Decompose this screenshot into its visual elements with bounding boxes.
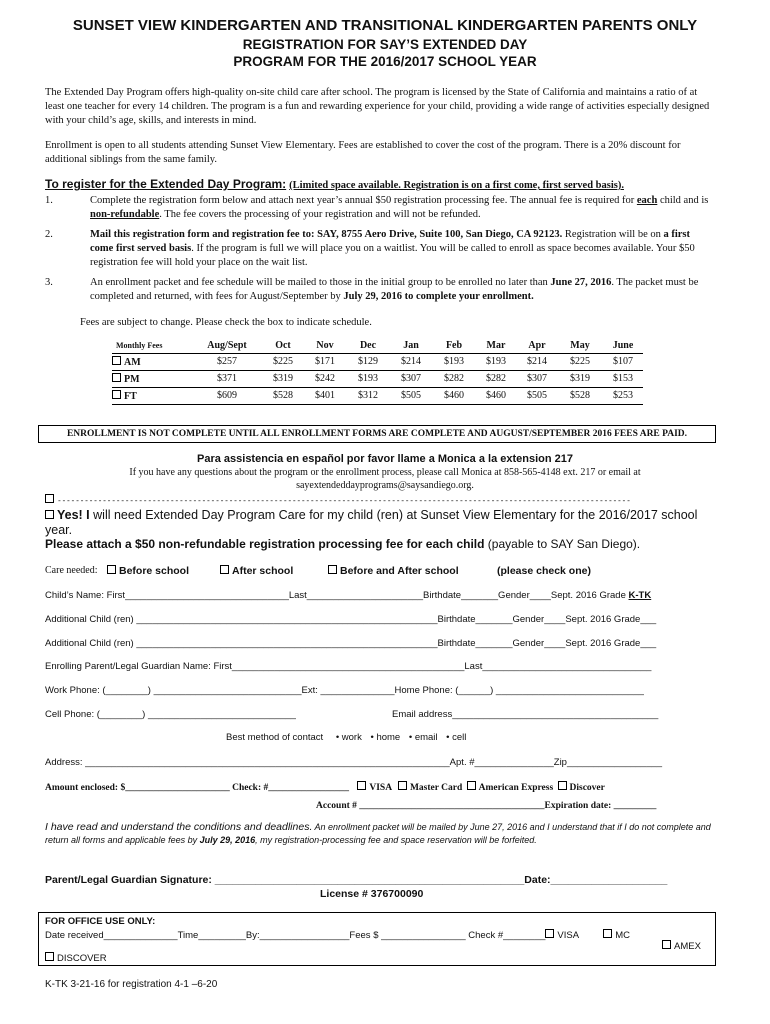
footer-code: K-TK 3-21-16 for registration 4-1 –6-20 — [45, 979, 218, 990]
care-option-label: Before school — [119, 565, 190, 577]
cut-line-dashes: ------------------------------------------------------------------------------------------------------------------------------- — [57, 496, 631, 505]
fee-cell: $257 — [191, 353, 263, 370]
contact-method-label: Best method of contact — [226, 732, 324, 743]
step-emphasis: each — [636, 195, 658, 206]
step-3 — [45, 276, 715, 306]
fee-cell: $225 — [557, 353, 603, 370]
card-visa[interactable] — [357, 783, 391, 793]
agreement-end: , my registration-processing fee and space reservation will be forfeited. — [255, 835, 537, 845]
fee-cell: $153 — [603, 370, 643, 387]
child-name-text: Child’s Name: First_______________________________Last______________________Birthdate_______Gender____Sept. 2016 Grade — [45, 590, 629, 601]
fee-cell: $193 — [433, 353, 475, 370]
office-fields[interactable]: Date received______________Time_________By:_________________Fees $ ________________ Check #________ — [45, 930, 546, 941]
month-header: Jan — [389, 339, 433, 353]
agreement-date: July 29, 2016 — [199, 835, 256, 845]
fee-cell: $282 — [475, 370, 517, 387]
yes-statement — [45, 508, 715, 538]
card-amex[interactable] — [467, 783, 554, 793]
address-field[interactable]: Address: _____________________________________________________________________Apt. #_______________Zip__________________ — [45, 757, 663, 768]
card-label: VISA — [369, 783, 392, 793]
month-header: Dec — [347, 339, 389, 353]
contact-option-email[interactable]: • email — [408, 732, 438, 743]
fee-cell: $253 — [603, 387, 643, 404]
contact-option-label: cell — [452, 732, 467, 743]
step-text: . The fee covers the processing of your registration and will not be refunded. — [159, 209, 481, 220]
intro-paragraph-1: The Extended Day Program offers high-quality on-site child care after school. The program is licensed by the State of California and maintains a ratio of at least one teacher for every 14 children. The program is a fun and rewarding experience for your child, providing a wide range of activities especially designed with your child’s age, skills, and interests in mind. — [45, 87, 710, 126]
month-header: Feb — [433, 339, 475, 353]
fee-table-wrapper — [112, 339, 643, 405]
signature-field[interactable]: Parent/Legal Guardian Signature: _____________________________________________________Date:____________________ — [45, 874, 668, 886]
month-header: Apr — [517, 339, 557, 353]
step-text: . If the program is full we will place you on a waitlist. You will be called to enroll as space becomes available. Your $50 registration fee will hold your place on the wait list. — [90, 243, 695, 268]
fee-cell: $307 — [389, 370, 433, 387]
fee-cell: $193 — [475, 353, 517, 370]
contact-option-label: work — [341, 732, 362, 743]
month-header: June — [603, 339, 643, 353]
month-header: Nov — [303, 339, 347, 353]
enrollment-banner: ENROLLMENT IS NOT COMPLETE UNTIL ALL ENROLLMENT FORMS ARE COMPLETE AND AUGUST/SEPTEMBER 2016 FEES ARE PAID. — [38, 425, 716, 443]
phone-field[interactable]: Work Phone: (________) ____________________________Ext: ______________Home Phone: (______) ____________________________ — [45, 685, 644, 696]
yes-checkbox[interactable] — [45, 510, 54, 519]
step-text: child and is — [657, 195, 709, 206]
checkbox[interactable] — [545, 929, 554, 938]
step-emphasis: Mail this registration form and registration fee to: SAY, 8755 Aero Drive, Suite 100, San Diego, CA 92123. — [90, 229, 563, 240]
fee-cell: $319 — [557, 370, 603, 387]
contact-option-label: email — [414, 732, 438, 743]
schedule-label: PM — [124, 373, 140, 385]
step-emphasis: July 29, 2016 to complete your enrollment. — [343, 291, 534, 302]
step-emphasis: a first come first served basis — [90, 229, 691, 254]
step-text: An enrollment packet and fee schedule will be mailed to those in the initial group to be enrolled no later than — [90, 277, 551, 288]
fee-cell: $371 — [191, 370, 263, 387]
care-needed-row — [45, 565, 725, 576]
fee-cell: $528 — [557, 387, 603, 404]
fee-table — [112, 339, 643, 405]
page-subtitle-2: PROGRAM FOR THE 2016/2017 SCHOOL YEAR — [233, 54, 537, 69]
fee-cell: $282 — [433, 370, 475, 387]
account-field[interactable]: Account # _______________________________________Expiration date: _________ — [316, 801, 657, 811]
card-mastercard[interactable] — [398, 783, 462, 793]
step-2 — [45, 228, 715, 272]
fee-cell: $193 — [347, 370, 389, 387]
yes-bold: Yes! I — [57, 508, 90, 522]
checkbox[interactable] — [603, 929, 612, 938]
fee-cell: $401 — [303, 387, 347, 404]
fee-row-ft — [112, 387, 643, 404]
schedule-checkbox-pm[interactable] — [112, 373, 121, 382]
page-title: SUNSET VIEW KINDERGARTEN AND TRANSITIONAL KINDERGARTEN PARENTS ONLY — [72, 17, 698, 34]
cut-icon — [45, 494, 54, 503]
step-emphasis: non-refundable — [90, 209, 160, 220]
attach-fee-statement — [45, 537, 735, 551]
register-heading-text: To register for the Extended Day Program: — [45, 177, 287, 191]
care-option-before[interactable] — [107, 565, 189, 577]
schedule-checkbox-am[interactable] — [112, 356, 121, 365]
register-heading — [45, 177, 624, 192]
cut-line — [45, 494, 735, 505]
license-number: License # 376700090 — [320, 888, 424, 900]
fee-cell: $319 — [263, 370, 303, 387]
fee-cell: $214 — [517, 353, 557, 370]
card-label: American Express — [478, 783, 554, 793]
fee-cell: $214 — [389, 353, 433, 370]
fee-cell: $107 — [603, 353, 643, 370]
month-header: May — [557, 339, 603, 353]
checkbox[interactable] — [558, 781, 567, 790]
step-number: 3. — [45, 277, 53, 288]
card-label: Master Card — [409, 783, 463, 793]
schedule-checkbox-ft[interactable] — [112, 390, 121, 399]
agreement-text — [45, 821, 715, 847]
checkbox[interactable] — [662, 940, 671, 949]
care-option-label: After school — [232, 565, 294, 577]
step-text: . The packet must be completed and returned, with fees for August/September by — [90, 277, 699, 302]
step-text: Complete the registration form below and attach next year’s annual $50 registration processing fee. The annual fee is required for — [90, 195, 637, 206]
fee-cell: $528 — [263, 387, 303, 404]
email-field[interactable]: Email address_______________________________________ — [392, 709, 659, 720]
cell-phone-field[interactable]: Cell Phone: (________) ____________________________ — [45, 709, 296, 720]
step-1 — [45, 194, 715, 224]
child-name-field[interactable] — [45, 590, 651, 601]
fee-cell: $505 — [389, 387, 433, 404]
amount-field[interactable]: Amount enclosed: $______________________ Check: #_________________ — [45, 783, 349, 793]
office-mc: MC — [615, 930, 630, 941]
care-option-both[interactable] — [328, 565, 459, 577]
checkbox[interactable] — [398, 781, 407, 790]
attach-text: (payable to SAY San Diego). — [484, 537, 641, 551]
card-label: Discover — [569, 783, 605, 793]
fee-cell: $460 — [433, 387, 475, 404]
questions-line: If you have any questions about the program or the enrollment process, please call Monica at 858-565-4148 ext. 217 or email at — [129, 467, 641, 478]
fee-cell: $505 — [517, 387, 557, 404]
parent-name-field[interactable]: Enrolling Parent/Legal Guardian Name: First____________________________________________Last________________________________ — [45, 661, 652, 672]
fee-table-corner: Monthly Fees — [112, 339, 191, 353]
attach-bold: Please attach a $50 non-refundable registration processing fee for each child — [45, 537, 485, 551]
fee-row-label — [112, 370, 191, 387]
contact-option-work[interactable]: • work — [335, 732, 362, 743]
office-use-box — [38, 912, 716, 966]
office-amex: AMEX — [674, 941, 701, 952]
fee-cell: $171 — [303, 353, 347, 370]
intro-paragraph-2: Enrollment is open to all students attending Sunset View Elementary. Fees are established to cover the cost of the program. There is a 20% discount for additional siblings from the same family. — [45, 140, 681, 165]
care-note: (please check one) — [497, 565, 591, 577]
care-label: Care needed: — [45, 565, 98, 576]
step-text: Registration will be on — [562, 229, 664, 240]
step-number: 1. — [45, 195, 53, 206]
register-note: (Limited space available. Registration is on a first come, first served basis). — [289, 180, 624, 191]
fee-table-header — [112, 339, 643, 353]
month-header: Aug/Sept — [191, 339, 263, 353]
fee-cell: $312 — [347, 387, 389, 404]
page-subtitle-1: REGISTRATION FOR SAY’S EXTENDED DAY — [242, 37, 528, 52]
contact-option-home[interactable]: • home — [370, 732, 401, 743]
checkbox[interactable] — [107, 565, 116, 574]
fee-cell: $242 — [303, 370, 347, 387]
agreement-lead: I have read and understand the conditions and deadlines. — [45, 821, 313, 833]
contact-option-cell[interactable]: • cell — [446, 732, 467, 743]
month-header: Mar — [475, 339, 517, 353]
fee-row-label — [112, 353, 191, 370]
checkbox[interactable] — [45, 952, 54, 961]
care-option-after[interactable] — [220, 565, 293, 577]
additional-child-field-2[interactable]: Additional Child (ren) _________________________________________________________Birthdate_______Gender____Sept. 2016 Grade___ — [45, 638, 657, 649]
card-discover[interactable] — [558, 783, 605, 793]
care-option-label: Before and After school — [340, 565, 459, 577]
schedule-label: AM — [124, 356, 141, 368]
fee-cell: $460 — [475, 387, 517, 404]
checkbox[interactable] — [328, 565, 337, 574]
fee-cell: $307 — [517, 370, 557, 387]
checkbox[interactable] — [220, 565, 229, 574]
office-visa: VISA — [557, 930, 579, 941]
fee-row-label — [112, 387, 191, 404]
fee-row-am — [112, 353, 643, 370]
step-number: 2. — [45, 229, 53, 240]
spanish-assistance: Para assistencia en español por favor llame a Monica a la extension 217 — [197, 453, 573, 465]
office-use-title: FOR OFFICE USE ONLY: — [45, 916, 156, 927]
contact-email: sayextendeddayprograms@saysandiego.org. — [296, 480, 474, 491]
contact-option-label: home — [376, 732, 401, 743]
office-use-row — [45, 929, 630, 941]
fee-row-pm — [112, 370, 643, 387]
step-emphasis: June 27, 2016 — [550, 277, 612, 288]
fee-cell: $129 — [347, 353, 389, 370]
yes-text: will need Extended Day Program Care for my child (ren) at Sunset View Elementary for the 2016/2017 school year. — [45, 508, 698, 537]
office-discover-option[interactable] — [45, 952, 107, 964]
month-header: Oct — [263, 339, 303, 353]
fees-note: Fees are subject to change. Please check the box to indicate schedule. — [80, 317, 372, 328]
additional-child-field-1[interactable]: Additional Child (ren) _________________________________________________________Birthdate_______Gender____Sept. 2016 Grade___ — [45, 614, 657, 625]
child-grade: K-TK — [628, 590, 652, 601]
office-mc-option[interactable] — [603, 930, 630, 941]
contact-method-row — [226, 732, 466, 743]
office-discover: DISCOVER — [57, 953, 107, 964]
checkbox[interactable] — [467, 781, 476, 790]
schedule-label: FT — [124, 390, 137, 402]
payment-row — [45, 781, 605, 793]
fee-cell: $609 — [191, 387, 263, 404]
fee-cell: $225 — [263, 353, 303, 370]
agreement-body: An enrollment packet will be mailed by June 27, 2016 and I understand that if I do not complete and return all forms and applicable fees by — [45, 822, 711, 845]
checkbox[interactable] — [357, 781, 366, 790]
office-amex-option[interactable] — [662, 940, 701, 952]
